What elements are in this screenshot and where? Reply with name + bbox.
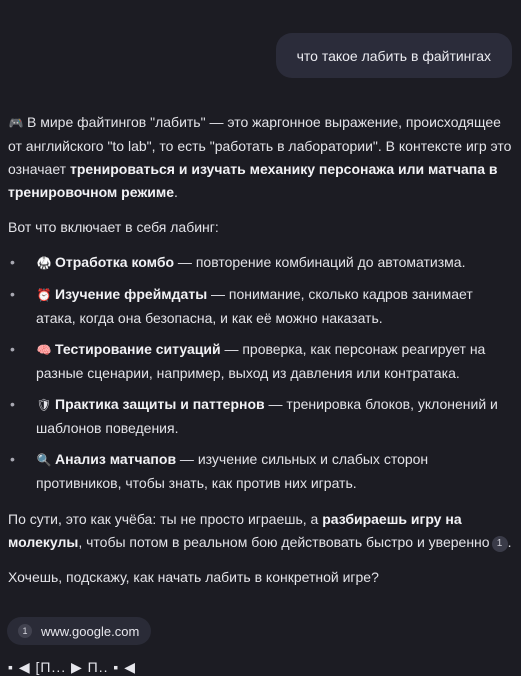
summary-text-c: . bbox=[507, 534, 512, 550]
list-item-title: Отработка комбо bbox=[55, 254, 175, 270]
bullet-icon: • bbox=[10, 254, 15, 270]
list-item bbox=[8, 338, 516, 385]
bullet-icon: • bbox=[10, 451, 15, 467]
summary-bold: разбираешь игру на молекулы bbox=[8, 511, 462, 550]
list-item bbox=[8, 283, 516, 330]
user-message-bubble bbox=[276, 33, 512, 78]
intro-bold: тренироваться и изучать механику персонажа или матчапа в тренировочном режиме bbox=[8, 161, 498, 200]
answer-question: Хочешь, подскажу, как начать лабить в конкретной игре? bbox=[8, 569, 379, 585]
bullet-icon: • bbox=[10, 396, 15, 412]
source-number: 1 bbox=[18, 624, 32, 638]
summary-text-b: , чтобы потом в реальном бою действовать быстро и уверенно bbox=[78, 534, 490, 550]
intro-text-b: . bbox=[174, 184, 178, 200]
summary-text-a: По сути, это как учёба: ты не просто играешь, а bbox=[8, 511, 323, 527]
magnifier-icon: 🔍 bbox=[36, 453, 52, 467]
source-chip[interactable] bbox=[7, 617, 151, 645]
list-item-title: Анализ матчапов bbox=[55, 451, 177, 467]
user-message-text: что такое лабить в файтингах bbox=[296, 47, 491, 64]
answer-summary bbox=[8, 508, 516, 554]
list-item-title: Практика защиты и паттернов bbox=[55, 396, 265, 412]
source-domain: www.google.com bbox=[41, 623, 140, 639]
list-item-title: Тестирование ситуаций bbox=[55, 341, 221, 357]
bullet-icon: • bbox=[10, 341, 15, 357]
brain-icon: 🧠 bbox=[36, 343, 52, 357]
intro-text-a: В мире файтингов "лабить" — это жаргонное выражение, происходящее от английского "to lab", то есть "работать в лаборатории". В контексте игр это означает bbox=[8, 114, 512, 177]
alarm-clock-icon: ⏰ bbox=[36, 288, 52, 302]
shield-icon: 🛡 bbox=[36, 398, 52, 412]
list-item bbox=[8, 448, 516, 495]
citation-badge[interactable]: 1 bbox=[492, 536, 508, 552]
lab-activities-list bbox=[8, 251, 516, 495]
list-item bbox=[8, 393, 516, 440]
list-item-desc: — изучение сильных и слабых сторон противников, чтобы знать, как против них играть. bbox=[36, 451, 429, 491]
answer-lead: Вот что включает в себя лабинг: bbox=[8, 219, 219, 235]
list-item-desc: — проверка, как персонаж реагирует на разные сценарии, например, выход из давления или контратака. bbox=[36, 341, 486, 381]
list-item bbox=[8, 251, 516, 275]
answer-intro bbox=[8, 111, 516, 204]
cut-off-row: ▪ ◀ [П... ▶ П.. ▪ ◀ bbox=[8, 659, 137, 675]
martial-arts-uniform-icon: 🥋 bbox=[36, 256, 52, 270]
bullet-icon: • bbox=[10, 286, 15, 302]
list-item-desc: — понимание, сколько кадров занимает атака, когда она безопасна, и как её можно наказать. bbox=[36, 286, 473, 326]
list-item-desc: — тренировка блоков, уклонений и шаблонов поведения. bbox=[36, 396, 498, 436]
assistant-answer bbox=[8, 111, 516, 589]
list-item-title: Изучение фреймдаты bbox=[55, 286, 208, 302]
list-item-desc: — повторение комбинаций до автоматизма. bbox=[174, 254, 466, 270]
game-controller-icon: 🎮 bbox=[8, 116, 24, 130]
